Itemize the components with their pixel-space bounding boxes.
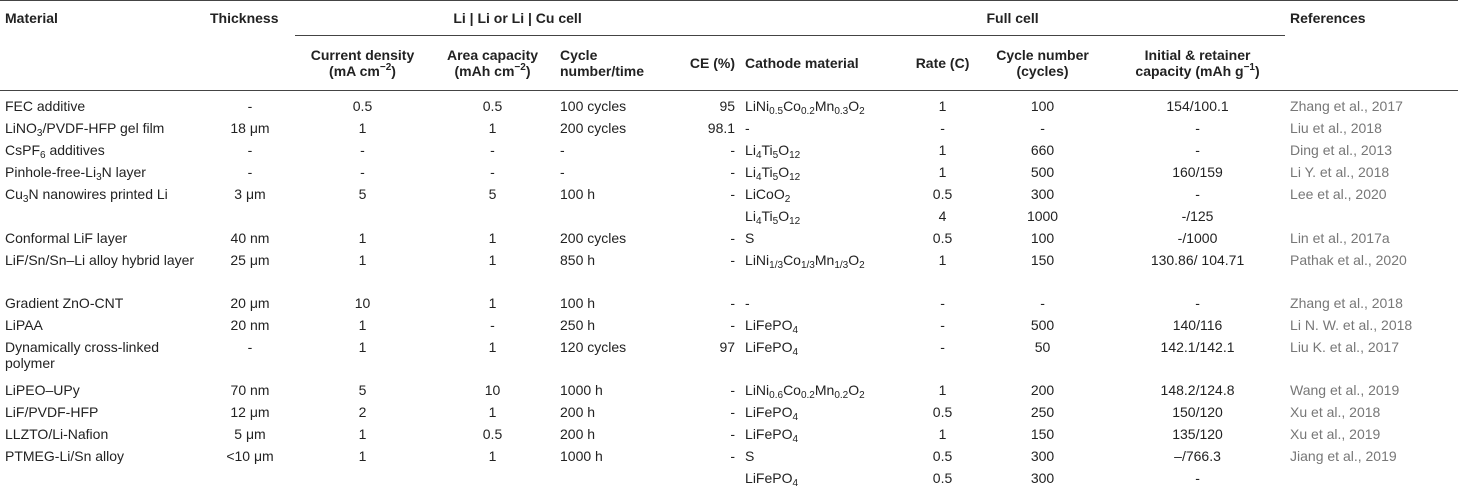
cycle-number-cell: 150 [1030, 252, 1055, 268]
ce-cell: - [730, 448, 736, 464]
reference-cell: Ding et al., 2013 [1290, 142, 1392, 158]
cycle-number-cell: 300 [1030, 448, 1055, 464]
current-density-cell: - [360, 142, 365, 158]
current-density-cell: 1 [358, 448, 367, 464]
current-density-cell [295, 470, 430, 492]
ce-cell: - [730, 186, 736, 202]
cycle-time-cell: 200 cycles [560, 120, 627, 136]
current-density-cell: 1 [358, 230, 367, 246]
ce-cell: - [730, 142, 736, 158]
table-row [0, 317, 1458, 339]
thickness-cell: - [247, 142, 253, 158]
area-capacity-cell: 1 [488, 295, 497, 311]
rate-cell: 0.5 [932, 230, 953, 246]
cycle-number-cell: - [1040, 120, 1045, 136]
capacity-cell: 160/159 [1172, 164, 1223, 180]
header-current-density: Current density (mA $cm^{-2}$) [310, 47, 415, 79]
area-capacity-cell: 1 [488, 404, 497, 420]
cycle-number-cell: 300 [1030, 470, 1055, 486]
cycle-number-cell: 250 [1030, 404, 1055, 420]
material-cell: LiPAA [5, 317, 43, 333]
rate-cell: - [940, 295, 945, 311]
capacity-cell: - [1195, 142, 1200, 158]
capacity-cell: 135/120 [1172, 426, 1223, 442]
current-density-cell: 1 [358, 252, 367, 268]
material-cell: Gradient ZnO-CNT [5, 295, 124, 311]
rate-cell: 1 [938, 426, 947, 442]
current-density-cell: 1 [358, 317, 367, 333]
table-row [0, 470, 1458, 492]
ce-cell: 95 [719, 98, 736, 114]
table-row [0, 252, 1458, 295]
header-li-cell-group: Li | Li or Li | Cu cell [295, 1, 740, 36]
area-capacity-cell: 1 [488, 230, 497, 246]
cycle-time-cell: 1000 h [560, 448, 603, 464]
material-cell: LiF/PVDF-HFP [5, 404, 99, 420]
header-cycle-number-time: Cycle number/time [560, 47, 645, 79]
rate-cell: 1 [938, 382, 947, 398]
table-row [0, 426, 1458, 448]
cycle-time-cell [555, 208, 660, 230]
cathode-cell: $Li_4Ti_5O_{12}$ [745, 208, 801, 227]
rate-cell: 0.5 [932, 186, 953, 202]
material-cell: FEC additive [5, 98, 86, 114]
cycle-time-cell [555, 470, 660, 492]
current-density-cell: 1 [358, 120, 367, 136]
current-density-cell: - [360, 164, 365, 180]
rate-cell: 0.5 [932, 448, 953, 464]
material-cell: Pinhole-$free-Li_3N$ layer [5, 164, 146, 183]
cycle-time-cell: - [560, 142, 565, 158]
reference-cell: Liu K. et al., 2017 [1290, 339, 1399, 355]
area-capacity-cell [430, 470, 555, 492]
cycle-number-cell: 150 [1030, 426, 1055, 442]
rate-cell: 1 [938, 142, 947, 158]
table-row [0, 186, 1458, 208]
reference-cell: Xu et al., 2018 [1290, 404, 1381, 420]
cycle-time-cell: 200 h [560, 404, 596, 420]
cycle-number-cell: 300 [1030, 186, 1055, 202]
material-cell [0, 470, 205, 492]
table-row [0, 208, 1458, 230]
thickness-cell: - [247, 98, 253, 114]
area-capacity-cell: 0.5 [482, 98, 503, 114]
area-capacity-cell: - [490, 317, 495, 333]
current-density-cell: 0.5 [352, 98, 373, 114]
area-capacity-cell: - [490, 164, 495, 180]
header-area-capacity: Area capacity (mAh $cm^{-2}$) [446, 47, 539, 79]
cycle-number-cell: 1000 [1026, 208, 1059, 224]
thickness-cell: 3 μm [234, 186, 266, 202]
cycle-time-cell: 850 h [560, 252, 596, 268]
material-cell: CsPF$_6$ additives [5, 142, 105, 161]
cycle-time-cell: 200 h [560, 426, 596, 442]
thickness-cell: 25 μm [230, 252, 270, 268]
area-capacity-cell: 0.5 [482, 426, 503, 442]
current-density-cell: 1 [358, 339, 367, 355]
thickness-cell: 20 μm [230, 295, 270, 311]
reference-cell: Xu et al., 2019 [1290, 426, 1381, 442]
reference-cell: Lin et al., 2017a [1290, 230, 1390, 246]
cycle-time-cell: 1000 h [560, 382, 603, 398]
rate-cell: 4 [938, 208, 947, 224]
table-row [0, 142, 1458, 164]
cycle-number-cell: 200 [1030, 382, 1055, 398]
cycle-time-cell: 120 cycles [560, 339, 627, 355]
current-density-cell: 5 [358, 186, 367, 202]
cycle-number-cell: 100 [1030, 230, 1055, 246]
thickness-cell [205, 208, 295, 230]
capacity-cell: - [1195, 186, 1200, 202]
area-capacity-cell: 1 [488, 448, 497, 464]
current-density-cell: 10 [354, 295, 371, 311]
capacity-cell: -/125 [1181, 208, 1214, 224]
capacity-cell: 150/120 [1172, 404, 1223, 420]
header-cathode-material: Cathode material [745, 55, 859, 71]
rate-cell: - [940, 339, 945, 355]
capacity-cell: - [1195, 295, 1200, 311]
thickness-cell: 12 μm [230, 404, 270, 420]
thickness-cell: 70 nm [230, 382, 270, 398]
cathode-cell: - [745, 295, 750, 311]
material-cell: Conformal LiF layer [5, 230, 128, 246]
header-ce: CE (%) [689, 55, 736, 71]
thickness-cell: 18 μm [230, 120, 270, 136]
rate-cell: 0.5 [932, 404, 953, 420]
ce-cell: - [730, 295, 736, 311]
cycle-number-cell: 100 [1030, 98, 1055, 114]
table-row [0, 295, 1458, 317]
capacity-cell: - [1195, 120, 1200, 136]
area-capacity-cell: - [490, 142, 495, 158]
cathode-cell: $LiNi_{1/3}Co_{1/3}Mn_{1/3}O_2$ [745, 252, 865, 271]
area-capacity-cell: 1 [488, 120, 497, 136]
rate-cell: 1 [938, 98, 947, 114]
ce-cell: - [730, 317, 736, 333]
ce-cell: - [730, 164, 736, 180]
material-cell: LLZTO/Li-Nafion [5, 426, 109, 442]
thickness-cell: - [247, 339, 253, 355]
cathode-cell: S [745, 448, 755, 464]
material-cell: LiPEO–UPy [5, 382, 80, 398]
cathode-cell: LiFePO$_4$ [745, 470, 799, 489]
rate-cell: 0.5 [932, 470, 953, 486]
header-thickness: Thickness [210, 10, 279, 26]
table-row [0, 382, 1458, 404]
header-material: Material [5, 10, 58, 26]
cathode-cell: $LiNi_{0.6}Co_{0.2}Mn_{0.2}O_2$ [745, 382, 865, 401]
reference-cell: Zhang et al., 2017 [1290, 98, 1403, 114]
header-cycle-number: Cycle number (cycles) [996, 47, 1089, 79]
ce-cell: - [730, 230, 736, 246]
area-capacity-cell: 10 [484, 382, 501, 398]
header-references: References [1290, 10, 1366, 26]
material-cell: LiNO$_3$/PVDF-HFP gel film [5, 120, 165, 139]
table-header [0, 1, 1458, 91]
cycle-number-cell: 50 [1034, 339, 1051, 355]
cathode-cell: - [745, 120, 750, 136]
area-capacity-cell: 5 [488, 186, 497, 202]
cathode-cell: LiFePO$_4$ [745, 404, 799, 423]
cycle-number-cell: 500 [1030, 317, 1055, 333]
area-capacity-cell: 1 [488, 252, 497, 268]
reference-cell: Lee et al., 2020 [1290, 186, 1387, 202]
reference-cell [1285, 208, 1458, 230]
cycle-number-cell: 500 [1030, 164, 1055, 180]
ce-cell: 97 [719, 339, 736, 355]
material-cell: $Cu_3N$ nanowires printed Li [5, 186, 168, 205]
cycle-number-cell: - [1040, 295, 1045, 311]
material-cell: Dynamically cross-linked polymer [5, 339, 160, 371]
area-capacity-cell [430, 208, 555, 230]
current-density-cell: 1 [358, 426, 367, 442]
thickness-cell [205, 470, 295, 492]
reference-cell: Pathak et al., 2020 [1290, 252, 1407, 268]
cycle-time-cell: 250 h [560, 317, 596, 333]
table-row [0, 339, 1458, 382]
rate-cell: - [940, 317, 945, 333]
thickness-cell: <10 μm [226, 448, 274, 464]
table-row [0, 164, 1458, 186]
ce-cell [660, 470, 740, 492]
cathode-cell: $Li_4Ti_5O_{12}$ [745, 164, 801, 183]
table-row [0, 230, 1458, 252]
rate-cell: - [940, 120, 945, 136]
ce-cell: - [730, 382, 736, 398]
capacity-cell: 140/116 [1172, 317, 1223, 333]
reference-cell: Wang et al., 2019 [1290, 382, 1400, 398]
table-body [0, 91, 1458, 493]
cycle-time-cell: - [560, 164, 565, 180]
current-density-cell: 2 [358, 404, 367, 420]
capacity-cell: 148.2/124.8 [1160, 382, 1235, 398]
thickness-cell: - [247, 164, 253, 180]
cycle-time-cell: 100 cycles [560, 98, 627, 114]
reference-cell: Jiang et al., 2019 [1290, 448, 1397, 464]
ce-cell: 98.1 [707, 120, 736, 136]
area-capacity-cell: 1 [488, 339, 497, 355]
header-capacity: Initial & retainer capacity (mAh $g^{-1}$) [1135, 47, 1260, 79]
capacity-cell: - [1195, 470, 1200, 486]
current-density-cell: 5 [358, 382, 367, 398]
cathode-cell: LiFePO$_4$ [745, 317, 799, 336]
cycle-time-cell: 100 h [560, 295, 596, 311]
cycle-number-cell: 660 [1030, 142, 1055, 158]
capacity-cell: 142.1/142.1 [1160, 339, 1235, 355]
reference-cell: Liu et al., 2018 [1290, 120, 1382, 136]
cathode-cell: $Li_4Ti_5O_{12}$ [745, 142, 801, 161]
cathode-cell: LiFePO$_4$ [745, 426, 799, 445]
rate-cell: 1 [938, 252, 947, 268]
thickness-cell: 5 μm [234, 426, 266, 442]
material-cell [0, 208, 205, 230]
table-row [0, 404, 1458, 426]
ce-cell: - [730, 426, 736, 442]
thickness-cell: 20 nm [230, 317, 270, 333]
rate-cell: 1 [938, 164, 947, 180]
ce-cell [660, 208, 740, 230]
reference-cell: Li Y. et al., 2018 [1290, 164, 1390, 180]
cathode-cell: LiFePO$_4$ [745, 339, 799, 358]
material-cell: LiF/Sn/Sn–Li alloy hybrid layer [5, 252, 195, 268]
table-row [0, 448, 1458, 470]
reference-cell: Li N. W. et al., 2018 [1290, 317, 1413, 333]
thickness-cell: 40 nm [230, 230, 270, 246]
capacity-cell: 154/100.1 [1166, 98, 1229, 114]
reference-cell [1285, 470, 1458, 492]
cathode-cell: LiCoO$_2$ [745, 186, 791, 205]
ce-cell: - [730, 404, 736, 420]
material-cell: PTMEG-Li/Sn alloy [5, 448, 125, 464]
header-rate: Rate (C) [915, 55, 970, 71]
cathode-cell: S [745, 230, 755, 246]
cathode-cell: $LiNi_{0.5}Co_{0.2}Mn_{0.3}O_2$ [745, 98, 865, 117]
table-row [0, 120, 1458, 142]
reference-cell: Zhang et al., 2018 [1290, 295, 1403, 311]
capacity-cell: -/1000 [1177, 230, 1218, 246]
capacity-cell: –/766.3 [1174, 448, 1221, 464]
ce-cell: - [730, 252, 736, 268]
cycle-time-cell: 100 h [560, 186, 596, 202]
current-density-cell [295, 208, 430, 230]
table-row [0, 91, 1458, 121]
header-full-cell-group: Full cell [740, 1, 1285, 36]
cycle-time-cell: 200 cycles [560, 230, 627, 246]
capacity-cell: 130.86/ 104.71 [1150, 252, 1245, 268]
